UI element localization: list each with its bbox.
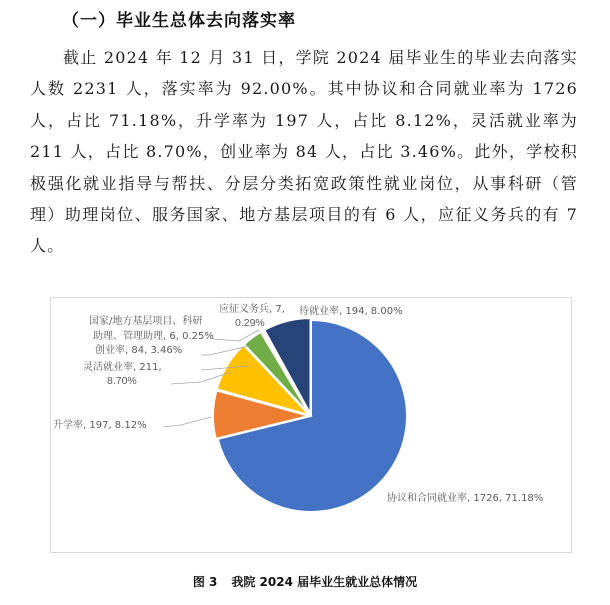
figure-caption-text: 我院 2024 届毕业生就业总体情况 — [231, 575, 418, 589]
label-military-2: 0.29% — [235, 317, 265, 329]
figure-caption — [0, 573, 610, 590]
figure-number: 图 3 — [192, 575, 218, 589]
section-title: （一）毕业生总体去向落实率 — [62, 11, 296, 31]
label-military-1: 应征义务兵, 7, — [219, 304, 285, 315]
label-further-study: 升学率, 197, 8.12% — [53, 420, 147, 431]
label-unemployed: 待就业率, 194, 8.00% — [299, 306, 403, 317]
label-flexible-1: 灵活就业率, 211, — [83, 362, 162, 373]
pie-chart — [50, 297, 572, 553]
pie-chart-svg — [51, 298, 573, 554]
label-agreement: 协议和合同就业率, 1726, 71.18% — [387, 493, 544, 504]
label-grassroots-2: 助理、管理助理, 6, 0.25% — [93, 331, 214, 342]
leader-line-further-study — [163, 417, 211, 427]
label-grassroots-1: 国家/地方基层项目、科研 — [89, 316, 203, 327]
label-startup: 创业率, 84, 3.46% — [95, 345, 183, 356]
label-flexible-2: 8.70% — [107, 375, 137, 387]
body-paragraph: 截止 2024 年 12 月 31 日，学院 2024 届毕业生的毕业去向落实人数 2231 人，落实率为 92.00%。其中协议和合同就业率为 1726 人，占比 71.18%，升学率为 197 人，占比 8.12%，灵活就业率为 211 人，占比 8.70%，创业率为 84 人，占比 3.46%。此外，学校积极强化就业指导与帮扶、分层分类拓宽政策性就业岗位，从事科研（管理）助理岗位、服务国家、地方基层项目的有 6 人，应征义务兵的有 7 人。 — [30, 48, 578, 256]
